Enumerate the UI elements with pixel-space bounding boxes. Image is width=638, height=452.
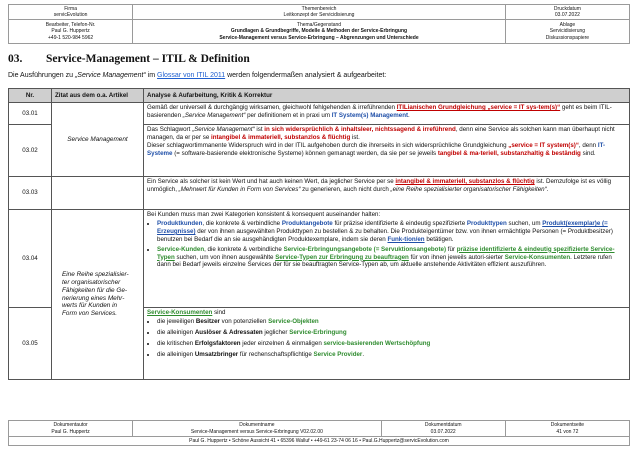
row-number: 03.03	[9, 177, 52, 210]
list-item: • Produktkunden, die konkrete & verbindliche Produktangebote für präzise identifizierte & eindeutig spezifizierte Produkttypen suchen, um Produkt(exemplar)e (= Erzeugnisse) der von ihnen ausgewählten Produkttypen zu bestellen & zu behalten. Die Produkteigentümer bzw. von ihnen ermächtigte Personen (= Produktbesitzer) benutzen bei Bedarf die an sie ausgehändigten Produktexemplare, indem sie deren Funk-tion/en betätigen.	[157, 220, 626, 244]
table-row	[9, 177, 630, 210]
docpage-cell	[505, 421, 629, 437]
analysis-cell	[144, 210, 630, 308]
subject-cell	[133, 20, 506, 44]
list-item: • die kritischen Erfolgsfaktoren jeder einzelnen & einmaligen service-basierenden Wertschöpfung	[157, 340, 626, 348]
quote-line: Eine Reihe spezialisier-	[62, 270, 129, 278]
docname-label: Dokumentname	[239, 422, 275, 429]
company-label: Firma	[64, 5, 77, 12]
filing-value-1: Servicidisierung	[549, 28, 586, 35]
quote-line: werts für Kunden in	[62, 302, 118, 310]
quote-line: nerierung eines Mehr-	[62, 294, 125, 302]
topic-label: Themenbereich	[301, 5, 337, 12]
document-footer	[8, 420, 630, 446]
row-number: 03.01	[9, 103, 52, 125]
header-analysis: Analyse & Aufarbeitung, Kritik & Korrektur	[144, 89, 630, 103]
docdate-label: Dokumentdatum	[424, 422, 462, 429]
filing-label: Ablage	[559, 22, 576, 29]
intro-text-2: im	[145, 72, 158, 79]
filing-cell	[505, 20, 629, 44]
header-nr: Nr.	[9, 89, 52, 103]
quote-line: Form von Services.	[62, 310, 118, 318]
document-header	[8, 4, 630, 44]
analysis-cell	[144, 308, 630, 380]
editor-label: Bearbeiter, Telefon-Nr.	[45, 22, 96, 29]
row-number: 03.05	[9, 308, 52, 380]
company-cell	[9, 5, 133, 20]
empty-quote-cell	[52, 177, 144, 210]
list-item: • die alleinigen Auslöser & Adressaten jeglicher Service-Erbringung	[157, 329, 626, 337]
docdate-value: 03.07.2022	[430, 428, 456, 435]
docname-value: Service-Management versus Service-Erbringung V02.02.00	[190, 428, 323, 435]
intro-quoted-term: „Service Management“	[74, 72, 146, 79]
customer-category-list	[147, 220, 626, 269]
consumer-role-list	[147, 318, 626, 359]
author-label: Dokumentautor	[53, 422, 88, 429]
section-heading	[8, 53, 250, 65]
intro-text-1: Die Ausführungen zu	[8, 72, 75, 79]
docpage-value: 41 von 72	[556, 428, 579, 435]
quote-service-management: Service Management	[52, 103, 144, 177]
editor-name: Paul G. Huppertz	[51, 28, 90, 35]
row-number: 03.02	[9, 125, 52, 177]
print-date-value: 03.07.2022	[554, 12, 580, 18]
list-item: • die jeweiligen Besitzer von potenziellen Service-Objekten	[157, 318, 626, 326]
quote-line: ter organisatorischer	[62, 278, 121, 286]
row-number: 03.04	[9, 210, 52, 308]
author-value: Paul G. Huppertz	[51, 428, 90, 435]
author-cell	[9, 421, 133, 437]
contact-line: Paul G. Huppertz • Schöne Aussicht 41 • 65396 Walluf • +49-61 23-74 06 16 • Paul.G.Huppertz@servicEvolution.com	[9, 437, 630, 446]
table-row	[9, 103, 630, 125]
docname-cell	[133, 421, 381, 437]
glossary-link[interactable]: Glossar von ITIL 2011	[157, 72, 226, 79]
topic-cell	[133, 5, 506, 20]
analysis-cell: Das Schlagwort „Service Management“ ist in sich widersprüchlich & inhaltsleer, nichtssagend & irreführend, denn eine Service als solchen kann man überhaupt nicht managen, da er per se intangibel & immateriell, substanzlos & flüchtig ist. Dieser schlagwortimmanente Widerspruch wird in der ITIL aufgehoben durch die ihrerseits in sich widersprüchliche Grundgleichung „service = IT system(s)“, denn IT-Systeme (= software-basierende elektronische Systeme) können gemanagt werden, da sie per se jeweils tangibel & ma-teriell, substanzhaltig & beständig sind.	[144, 125, 630, 177]
topic-value: Leitkonzept der Servicidisierung	[283, 12, 355, 18]
editor-cell	[9, 20, 133, 44]
docdate-cell	[381, 421, 505, 437]
analysis-intro: Bei Kunden muss man zwei Kategorien konsistent & konsequent auseinander halten:	[147, 211, 381, 218]
list-item: • die alleinigen Umsatzbringer für rechenschaftspflichtige Service Provider.	[157, 351, 626, 359]
list-item: • Service-Kunden, die konkrete & verbindliche Service-Erbringungsangebote (= Servuktionsangebote) für präzise identifizierte & eindeutig spezifizierte Service-Typen suchen, um von ihnen ausgewählte Service-Typen zur Erbringung zu beauftragen für von ihnen jeweils autori-sierter Service-Konsumenten. Letztere rufen dann bei Bedarf jeweils einzelne Services der für sie beauftragten Service-Typen ab, um aktuelle anstehende Aktivitäten effizient auszuführen.	[157, 246, 626, 270]
subject-label: Thema/Gegenstand	[296, 22, 342, 29]
docpage-label: Dokumentseite	[550, 422, 585, 429]
section-title: Service-Management – ITIL & Definition	[46, 53, 250, 65]
header-quote: Zitat aus dem o.a. Artikel	[52, 89, 144, 103]
subject-line-2: Service-Management versus Service-Erbringung – Abgrenzungen und Unterschiede	[219, 34, 419, 41]
analysis-intro: Service-Konsumenten sind	[147, 309, 226, 316]
quote-definition	[52, 210, 144, 380]
quote-line: Fähigkeiten für die Ge-	[62, 286, 128, 294]
company-value: servicEvolution	[53, 12, 88, 18]
analysis-cell: Ein Service als solcher ist kein Wert und hat auch keinen Wert, da jeglicher Service per se intangibel & immateriell, substanzlos & flüchtig ist. Demzufolge ist es völlig unmöglich, „Mehrwert für Kunden in Form von Services“ zu generieren, auch nicht durch „eine Reihe spezialisierter organisatorischer Fähigkeiten“.	[144, 177, 630, 210]
print-date-label: Druckdatum	[553, 5, 581, 12]
table-row	[9, 210, 630, 308]
filing-value-2: Diskussionspapiere	[545, 34, 590, 41]
print-date-cell	[505, 5, 629, 20]
analysis-table	[8, 88, 630, 380]
intro-paragraph	[8, 72, 386, 79]
editor-phone: +49-1 520-984 5962	[48, 34, 94, 41]
intro-text-3: werden folgendermaßen analysiert & aufgearbeitet:	[225, 72, 387, 79]
section-number: 03.	[8, 53, 23, 65]
analysis-cell: Gemäß der universell & durchgängig wirksamen, gleichwohl fehlgehenden & irreführenden ITILianischen Grundgleichung „service = IT sys-tem(s)“ geht es beim ITIL-basierenden „Service Management“ per definitionem et in praxi um IT System(s) Management.	[144, 103, 630, 125]
table-header-row	[9, 89, 630, 103]
subject-line-1: Grundlagen & Grundbegriffe, Modelle & Methoden der Service-Erbringung	[230, 28, 408, 35]
